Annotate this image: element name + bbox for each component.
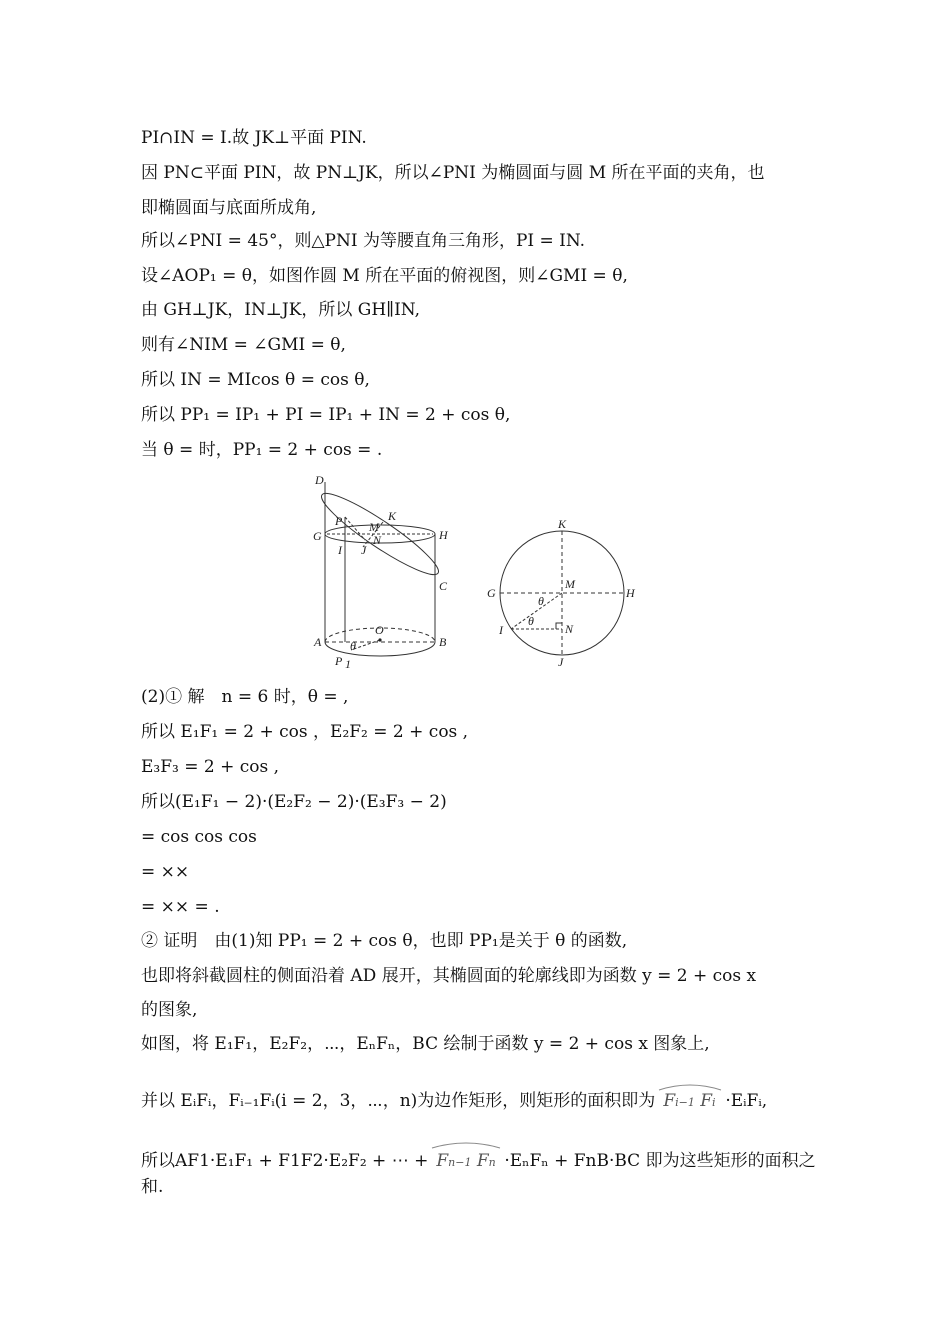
text-line-14: 所以(E₁F₁ − 2)·(E₂F₂ − 2)·(E₃F₃ − 2) bbox=[141, 792, 447, 812]
label-M: M bbox=[369, 520, 379, 534]
text-line-17: = ×× = . bbox=[141, 897, 220, 917]
arc-sub-1: i−1 bbox=[675, 1096, 695, 1109]
label-H: H bbox=[626, 586, 635, 600]
text-line-12: 所以 E₁F₁ = 2 + cos ，E₂F₂ = 2 + cos , bbox=[141, 722, 469, 742]
label-K: K bbox=[388, 509, 397, 523]
text-line-4: 所以∠PNI = 45°，则△PNI 为等腰直角三角形，PI = IN. bbox=[141, 231, 586, 251]
label-A: A bbox=[314, 635, 322, 649]
text-line-15: = cos cos cos bbox=[141, 827, 257, 847]
text-line-23-part2: ·EₙFₙ + FnB·BC 即为这些矩形的面积之 bbox=[504, 1151, 816, 1171]
label-N: N bbox=[565, 622, 574, 636]
label-P1-sub: 1 bbox=[345, 657, 351, 671]
text-line-22-part1: 并以 EᵢFᵢ，Fᵢ₋₁Fᵢ(i = 2，3，⋯，n)为边作矩形，则矩形的面积即为 bbox=[141, 1091, 656, 1111]
text-line-7: 则有∠NIM = ∠GMI = θ, bbox=[141, 335, 346, 355]
label-B: B bbox=[439, 635, 447, 649]
label-I: I bbox=[499, 623, 503, 637]
text-line-19: 也即将斜截圆柱的侧面沿着 AD 展开，其椭圆面的轮廓线即为函数 y = 2 + cos x bbox=[141, 966, 757, 986]
text-line-6: 由 GH⊥JK，IN⊥JK，所以 GH∥IN, bbox=[141, 300, 420, 320]
arc-f-label-1: F bbox=[663, 1091, 676, 1111]
text-line-10: 当 θ = 时，PP₁ = 2 + cos = . bbox=[141, 440, 383, 460]
arc-sub-2: i bbox=[712, 1096, 716, 1109]
arc-fn1-fn bbox=[430, 1140, 502, 1172]
text-line-5: 设∠AOP₁ = θ，如图作圆 M 所在平面的俯视图，则∠GMI = θ, bbox=[141, 266, 628, 286]
label-P1: P bbox=[335, 654, 343, 668]
label-G: G bbox=[487, 586, 496, 600]
label-theta: θ bbox=[350, 639, 356, 653]
text-line-23 bbox=[141, 1140, 816, 1172]
text-line-9: 所以 PP₁ = IP₁ + PI = IP₁ + IN = 2 + cos θ, bbox=[141, 405, 511, 425]
arc-sub-3: n−1 bbox=[448, 1156, 472, 1169]
label-K: K bbox=[558, 517, 567, 531]
label-I: I bbox=[338, 543, 342, 557]
text-line-18: ② 证明 由(1)知 PP₁ = 2 + cos θ，也即 PP₁是关于 θ 的函数, bbox=[141, 931, 628, 951]
label-O: O bbox=[375, 623, 384, 637]
label-J: J bbox=[361, 543, 367, 557]
text-line-1: PI∩IN = I.故 JK⊥平面 PIN. bbox=[141, 128, 367, 148]
text-line-8: 所以 IN = MIcos θ = cos θ, bbox=[141, 370, 370, 390]
text-line-21: 如图，将 E₁F₁，E₂F₂，⋯，EₙFₙ，BC 绘制于函数 y = 2 + cos x 图象上, bbox=[141, 1034, 710, 1054]
arc-f-label-4: F bbox=[476, 1151, 489, 1171]
label-theta-top: θ bbox=[538, 594, 544, 608]
label-H: H bbox=[439, 528, 448, 542]
text-line-11: (2)① 解 n = 6 时，θ = , bbox=[141, 687, 349, 707]
arc-f-label-3: F bbox=[436, 1151, 449, 1171]
label-theta-bottom: θ bbox=[528, 614, 534, 628]
text-line-22-part2: ·EᵢFᵢ, bbox=[725, 1091, 768, 1111]
text-line-20: 的图象, bbox=[141, 1000, 198, 1020]
arc-sub-4: n bbox=[488, 1156, 496, 1169]
label-M: M bbox=[565, 577, 575, 591]
text-line-13: E₃F₃ = 2 + cos , bbox=[141, 757, 280, 777]
arc-fi1-fi bbox=[657, 1082, 723, 1112]
label-C: C bbox=[439, 579, 448, 593]
label-D: D bbox=[315, 473, 324, 487]
label-G: G bbox=[313, 529, 322, 543]
label-N: N bbox=[373, 533, 382, 547]
text-line-24: 和. bbox=[141, 1177, 164, 1197]
top-view-figure bbox=[480, 515, 640, 670]
text-line-2: 因 PN⊂平面 PIN，故 PN⊥JK，所以∠PNI 为椭圆面与圆 M 所在平面的夹角，也 bbox=[141, 163, 765, 183]
text-line-23-part1: 所以AF1·E₁F₁ + F1F2·E₂F₂ + ⋯ + bbox=[141, 1151, 429, 1171]
text-line-3: 即椭圆面与底面所成角, bbox=[141, 198, 317, 218]
text-line-16: = ×× bbox=[141, 862, 190, 882]
label-P: P bbox=[335, 514, 343, 528]
label-J: J bbox=[558, 655, 564, 669]
cylinder-figure bbox=[305, 472, 455, 672]
arc-f-label-2: F bbox=[700, 1091, 713, 1111]
text-line-22 bbox=[141, 1082, 811, 1112]
